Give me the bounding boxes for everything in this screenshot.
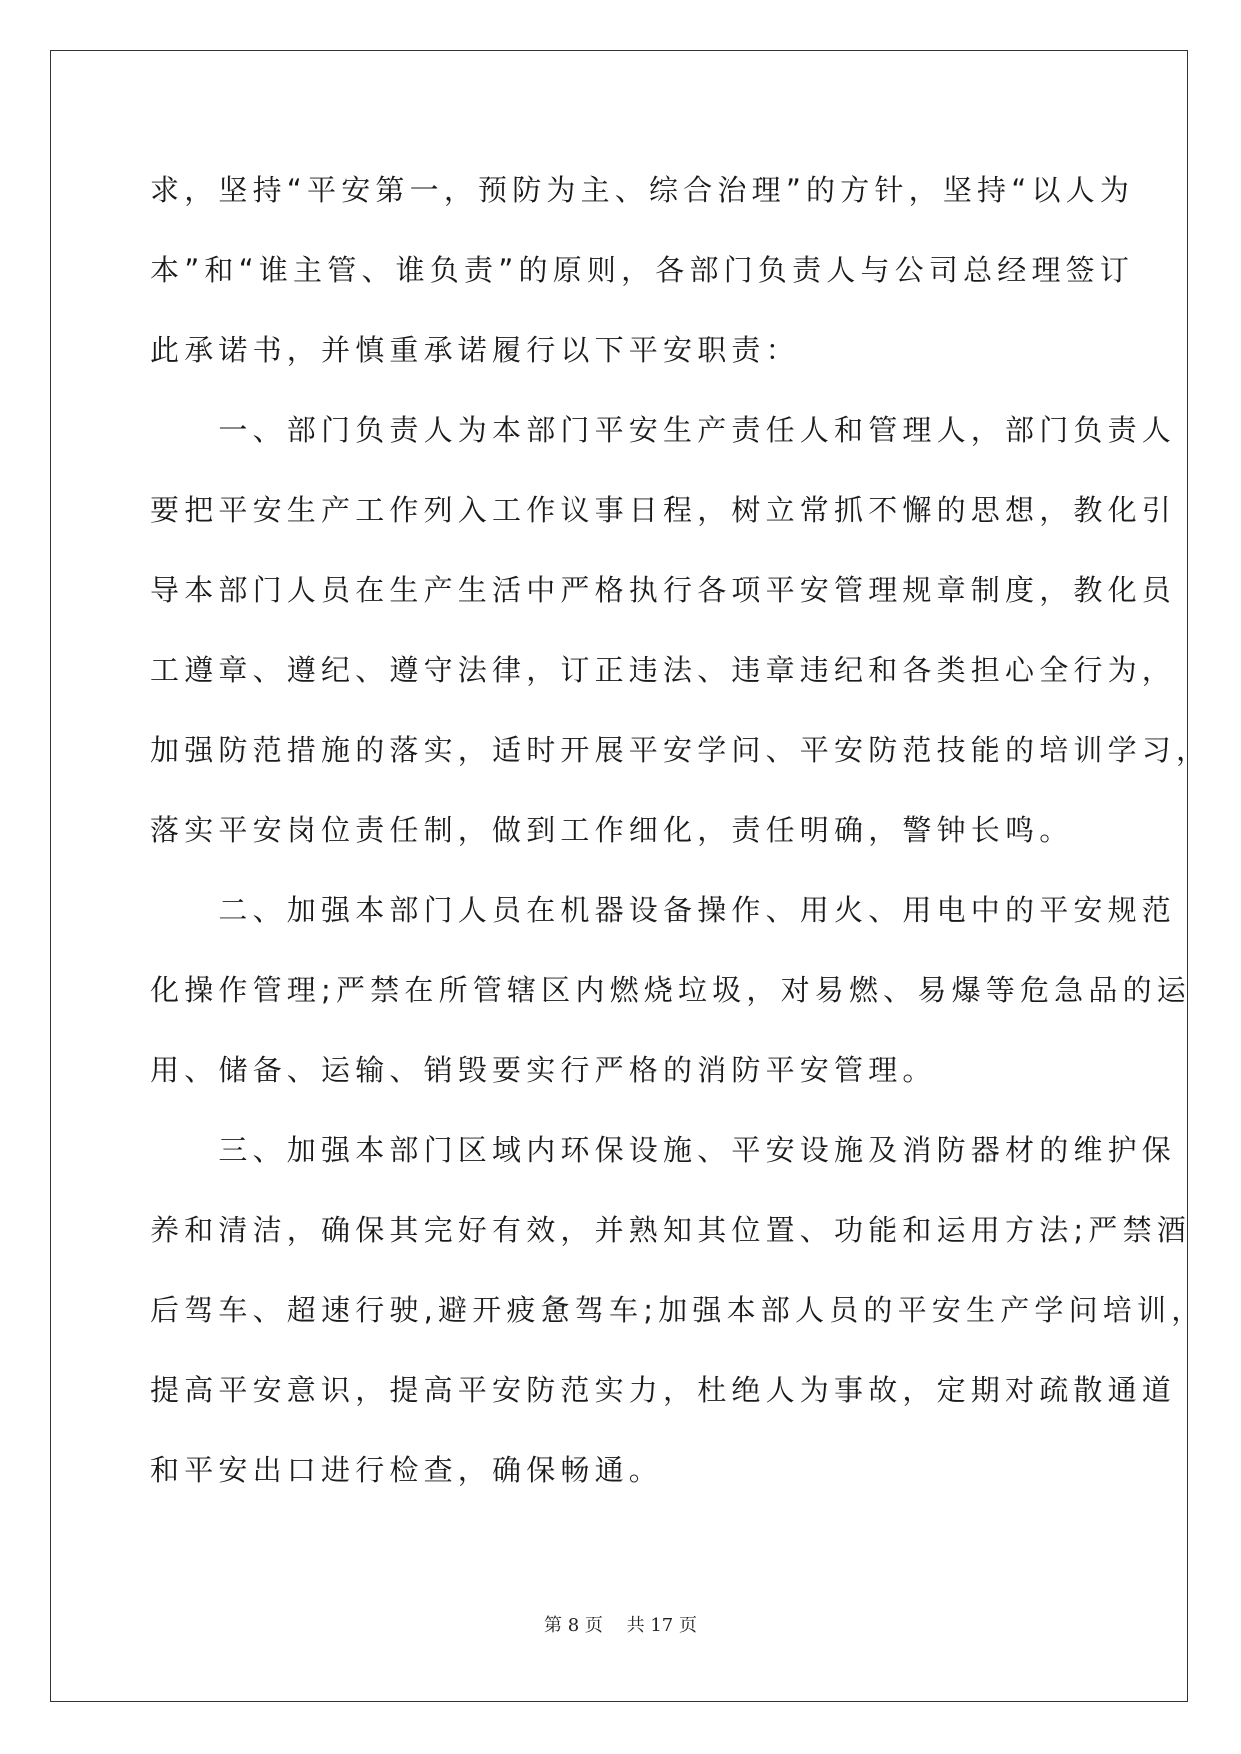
text-line: 和平安出口进行检查，确保畅通。 (150, 1453, 664, 1487)
page-number-footer: 第 8 页 共 17 页 (544, 1615, 697, 1636)
text-line: 化操作管理;严禁在所管辖区内燃烧垃圾，对易燃、易爆等危急品的运 (150, 973, 1191, 1007)
text-line: 加强防范措施的落实，适时开展平安学问、平安防范技能的培训学习， (150, 733, 1211, 767)
text-line: 二、加强本部门人员在机器设备操作、用火、用电中的平安规范 (150, 893, 1177, 927)
text-line: 求，坚持“平安第一，预防为主、综合治理”的方针，坚持“以人为 (150, 173, 1135, 207)
text-line: 提高平安意识，提高平安防范实力，杜绝人为事故，定期对疏散通道 (150, 1373, 1177, 1407)
text-line: 养和清洁，确保其完好有效，并熟知其位置、功能和运用方法;严禁酒 (150, 1213, 1191, 1247)
text-line: 用、储备、运输、销毁要实行严格的消防平安管理。 (150, 1053, 937, 1087)
text-line: 要把平安生产工作列入工作议事日程，树立常抓不懈的思想，教化引 (150, 493, 1177, 527)
text-line: 工遵章、遵纪、遵守法律，订正违法、违章违纪和各类担心全行为， (150, 653, 1177, 687)
text-line: 后驾车、超速行驶,避开疲惫驾车;加强本部人员的平安生产学问培训， (150, 1293, 1206, 1327)
text-line: 落实平安岗位责任制，做到工作细化，责任明确，警钟长鸣。 (150, 813, 1074, 847)
text-line: 本”和“谁主管、谁负责”的原则，各部门负责人与公司总经理签订 (150, 253, 1135, 287)
text-line: 一、部门负责人为本部门平安生产责任人和管理人，部门负责人 (150, 413, 1177, 447)
text-line: 此承诺书，并慎重承诺履行以下平安职责： (150, 333, 800, 367)
document-body (150, 158, 1211, 1518)
text-line: 三、加强本部门区域内环保设施、平安设施及消防器材的维护保 (150, 1133, 1177, 1167)
text-line: 导本部门人员在生产生活中严格执行各项平安管理规章制度，教化员 (150, 573, 1177, 607)
